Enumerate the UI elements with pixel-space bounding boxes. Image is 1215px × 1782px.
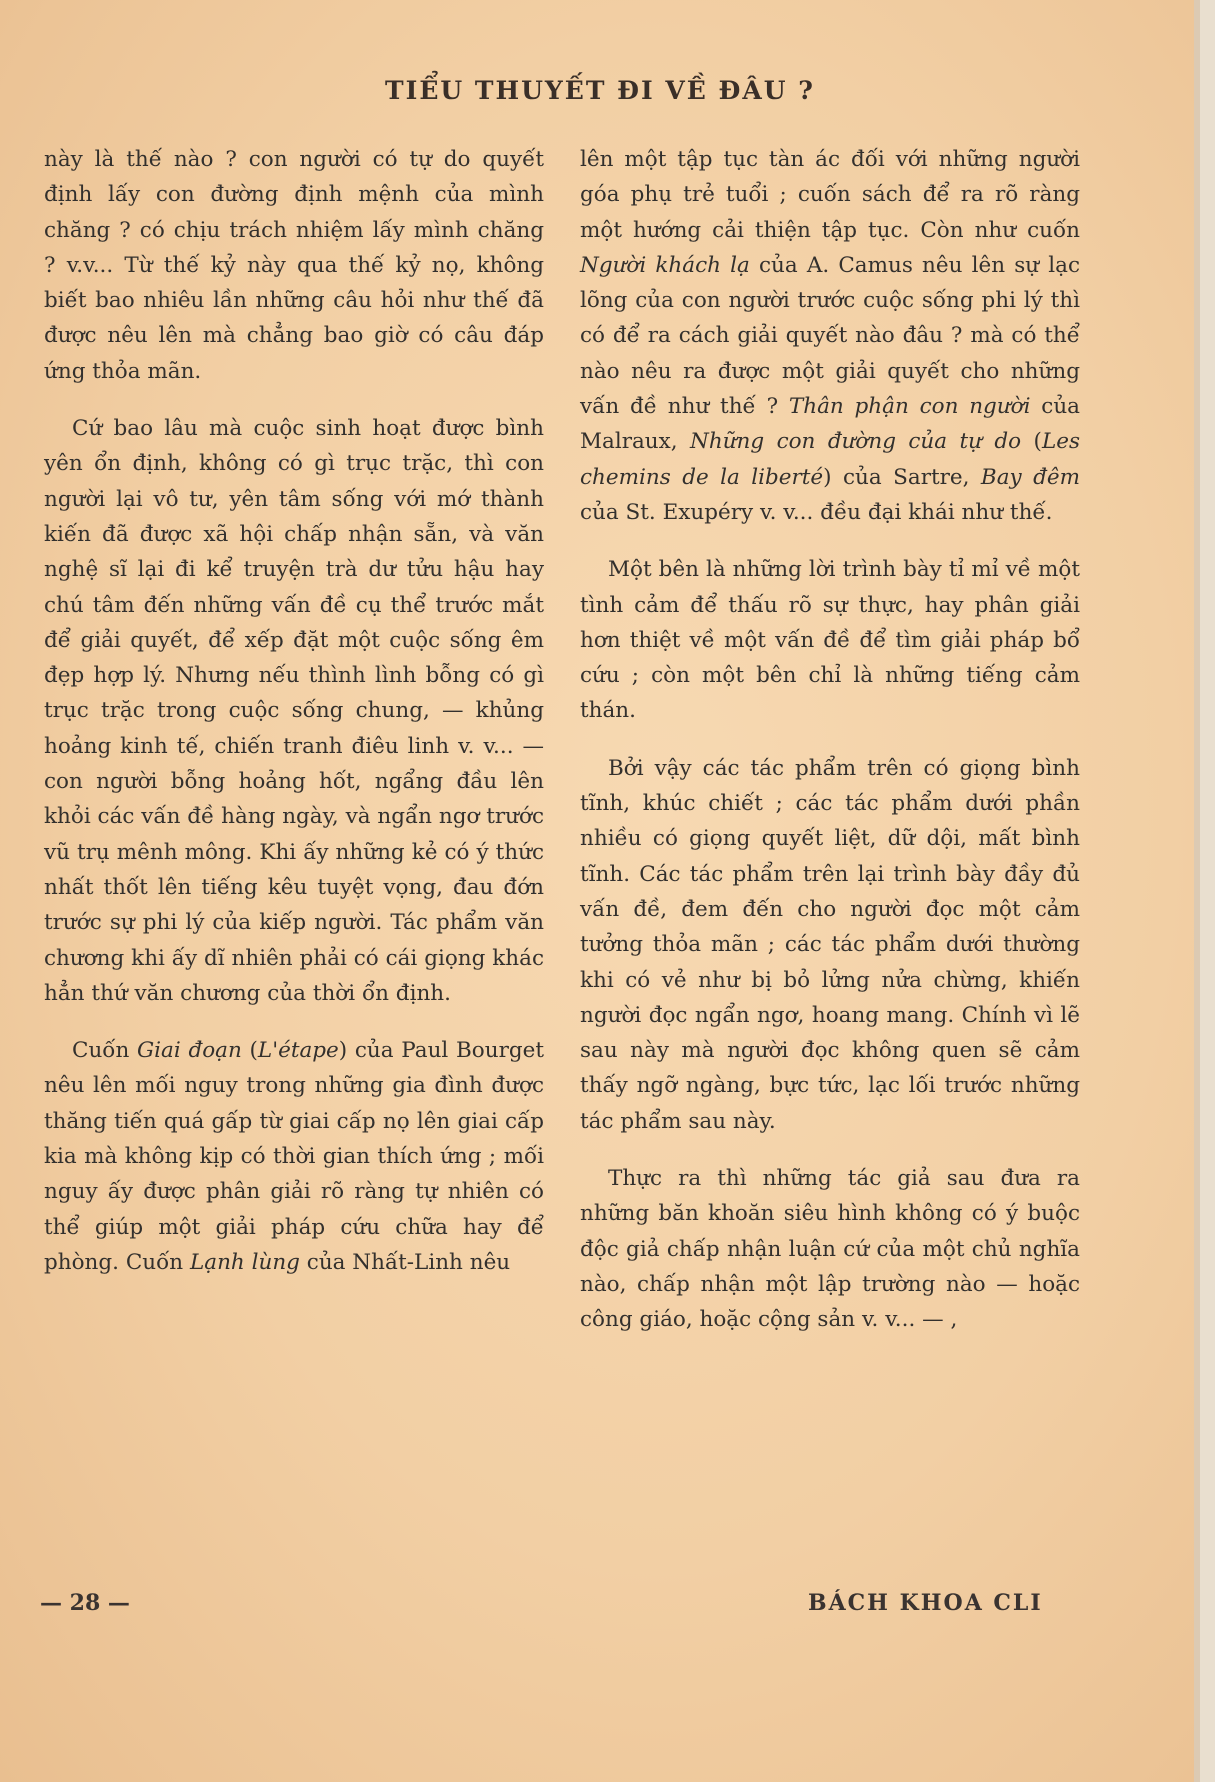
text-run: của Nhất-Linh nêu: [299, 1249, 511, 1275]
text-run: lên một tập tục tàn ác đối với những người góa phụ trẻ tuổi ; cuốn sách để ra rõ ràng một hướng cải thiện tập tục. Còn như cuốn: [580, 147, 1080, 243]
book-title: Giai đoạn: [137, 1038, 242, 1064]
magazine-name: BÁCH KHOA CLI: [808, 1590, 1043, 1616]
paragraph: Cứ bao lâu mà cuộc sinh hoạt được bình yên ổn định, không có gì trục trặc, thì con người lại vô tư, yên tâm sống với mớ thành kiến đã được xã hội chấp nhận sẵn, và văn nghệ sĩ lại đi kể truyện trà dư tửu hậu hay chú tâm đến những vấn đề cụ thể trước mắt để giải quyết, để xếp đặt một cuộc sống êm đẹp hợp lý. Nhưng nếu thình lình bỗng có gì trục trặc trong cuộc sống chung, — khủng hoảng kinh tế, chiến tranh điêu linh v. v... — con người bỗng hoảng hốt, ngẩng đầu lên khỏi các vấn đề hàng ngày, và ngẩn ngơ trước vũ trụ mênh mông. Khi ấy những kẻ có ý thức nhất thốt lên tiếng kêu tuyệt vọng, đau đớn trước sự phi lý của kiếp người. Tác phẩm văn chương khi ấy dĩ nhiên phải có cái giọng khác hẳn thứ văn chương của thời ổn định.: [44, 416, 544, 1006]
text-run: của A. Camus nêu lên sự lạc lõng của con người trước cuộc sống phi lý thì có để ra cách giải quyết nào đâu ? mà có thể nào nêu ra được một giải quyết cho những vấn đề như thế ?: [580, 252, 1080, 420]
book-title: Những con đường của tự do: [690, 429, 1022, 455]
text-run: Cuốn: [72, 1038, 137, 1064]
left-column: [44, 142, 544, 1302]
paragraph: [44, 1033, 544, 1280]
right-column: [580, 142, 1080, 1360]
book-title: Thân phận con người: [788, 394, 1031, 420]
paragraph: Bởi vậy các tác phẩm trên có giọng bình tĩnh, khúc chiết ; các tác phẩm dưới phần nhiều có giọng quyết liệt, dữ dội, mất bình tĩnh. Các tác phẩm trên lại trình bày đầy đủ vấn đề, đem đến cho người đọc một cảm tưởng thỏa mãn ; các tác phẩm dưới thường khi có vẻ như bị bỏ lửng nửa chừng, khiến người đọc ngẩn ngơ, hoang mang. Chính vì lẽ sau này mà người đọc không quen sẽ cảm thấy ngỡ ngàng, bực tức, lạc lối trước những tác phẩm sau này.: [580, 755, 1080, 1134]
paragraph: [580, 142, 1080, 530]
paragraph: Thực ra thì những tác giả sau đưa ra những băn khoăn siêu hình không có ý buộc độc giả chấp nhận luận cứ của một chủ nghĩa nào, chấp nhận một lập trường nào — hoặc công giáo, hoặc cộng sản v. v... — ,: [580, 1166, 1080, 1333]
text-run: (: [1021, 429, 1042, 455]
book-title: Les chemins de la liberté: [580, 429, 1080, 490]
text-run: ) của Paul Bourget nêu lên mối nguy trong những gia đình được thăng tiến quá gấp từ giai cấp nọ lên giai cấp kia mà không kịp có thời gian thích ứng ; mối nguy ấy được phân giải rõ ràng tự nhiên có thể giúp một giải pháp cứu chữa hay để phòng. Cuốn: [44, 1038, 545, 1275]
text-run: ) của Sartre,: [823, 464, 981, 490]
text-run: của Malraux,: [580, 394, 1080, 455]
page-number: — 28 —: [40, 1590, 130, 1616]
book-title: L'étape: [257, 1038, 339, 1064]
text-run: của St. Exupéry v. v... đều đại khái như thế.: [580, 499, 1053, 525]
text-run: (: [241, 1038, 258, 1064]
paragraph: này là thế nào ? con người có tự do quyết định lấy con đường định mệnh của mình chăng ? có chịu trách nhiệm lấy mình chăng ? v.v... Từ thế kỷ này qua thế kỷ nọ, không biết bao nhiêu lần những câu hỏi như thế đã được nêu lên mà chẳng bao giờ có câu đáp ứng thỏa mãn.: [44, 147, 544, 384]
book-title: Bay đêm: [980, 464, 1080, 490]
paragraph: Một bên là những lời trình bày tỉ mỉ về một tình cảm để thấu rõ sự thực, hay phân giải hơn thiệt về một vấn đề để tìm giải pháp bổ cứu ; còn một bên chỉ là những tiếng cảm thán.: [580, 557, 1080, 724]
book-title: Lạnh lùng: [189, 1249, 300, 1275]
page-title: TIỂU THUYẾT ĐI VỀ ĐÂU ?: [385, 76, 815, 105]
book-title: Người khách lạ: [580, 252, 750, 278]
